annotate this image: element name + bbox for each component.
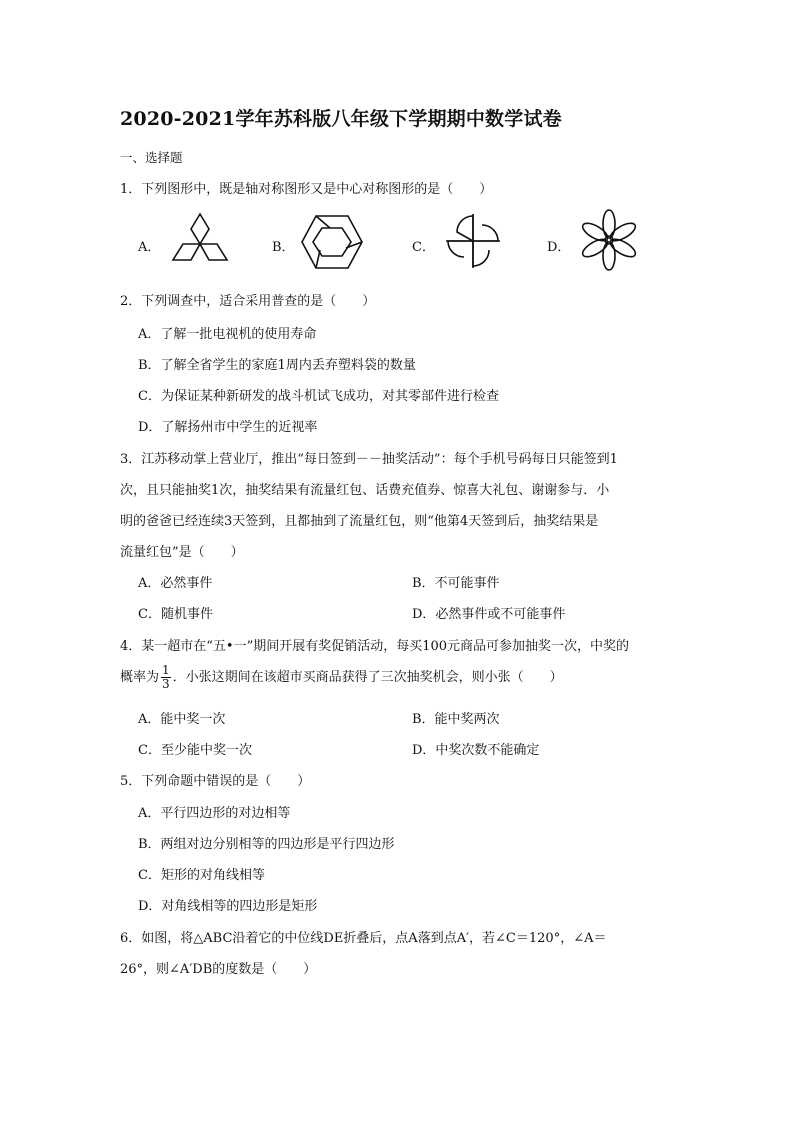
q2-option-c: C．为保证某种新研发的战斗机试飞成功，对其零部件进行检查 bbox=[138, 389, 499, 404]
three-rhombus-figure bbox=[165, 212, 235, 272]
q3-option-a: A．必然事件 bbox=[138, 576, 213, 591]
six-petal-flower-figure bbox=[576, 206, 642, 274]
q3-line-2: 次，且只能抽奖1次，抽奖结果有流量红包、话费充值券、惊喜大礼包、谢谢参与．小 bbox=[120, 483, 610, 498]
q3-line-1: 3．江苏移动掌上营业厅，推出“每日签到－－抽奖活动”：每个手机号码每日只能签到1 bbox=[120, 452, 618, 467]
q5-option-b: B．两组对边分别相等的四边形是平行四边形 bbox=[138, 837, 395, 852]
q5-option-a: A．平行四边形的对边相等 bbox=[138, 806, 291, 821]
q6-line-2: 26°，则∠A′DB的度数是（ ） bbox=[120, 962, 317, 977]
q4-option-d: D．中奖次数不能确定 bbox=[412, 743, 540, 758]
q1-label-a: A． bbox=[138, 240, 161, 255]
q1-label-c: C． bbox=[412, 240, 435, 255]
q5-stem: 5．下列命题中错误的是（ ） bbox=[120, 774, 311, 789]
q2-option-b: B．了解全省学生的家庭1周内丢弃塑料袋的数量 bbox=[138, 358, 416, 373]
pinwheel-figure bbox=[440, 208, 506, 274]
q2-option-a: A．了解一批电视机的使用寿命 bbox=[138, 327, 317, 342]
hexagon-recycle-figure bbox=[300, 212, 364, 272]
q3-option-b: B．不可能事件 bbox=[412, 576, 500, 591]
page-title: 2020-2021学年苏科版八年级下学期期中数学试卷 bbox=[120, 108, 562, 130]
q5-option-d: D．对角线相等的四边形是矩形 bbox=[138, 899, 318, 914]
q5-option-c: C．矩形的对角线相等 bbox=[138, 868, 265, 883]
q3-option-c: C．随机事件 bbox=[138, 607, 213, 622]
q1-label-b: B． bbox=[272, 240, 295, 255]
q4-line-2-suffix: ．小张这期间在该超市买商品获得了三次抽奖机会，则小张（ ） bbox=[172, 670, 563, 685]
q4-line-2-prefix: 概率为 bbox=[120, 670, 160, 685]
q4-option-b: B．能中奖两次 bbox=[412, 712, 500, 727]
q3-option-d: D．必然事件或不可能事件 bbox=[412, 607, 566, 622]
q4-option-c: C．至少能中奖一次 bbox=[138, 743, 252, 758]
q3-line-4: 流量红包”是（ ） bbox=[120, 545, 244, 560]
q1-stem: 1．下列图形中，既是轴对称图形又是中心对称图形的是（ ） bbox=[120, 182, 493, 197]
q6-line-1: 6．如图，将△ABC沿着它的中位线DE折叠后，点A落到点A′，若∠C＝120°，∠A＝ bbox=[120, 931, 607, 946]
fraction-denominator: 3 bbox=[162, 677, 170, 691]
q4-option-a: A．能中奖一次 bbox=[138, 712, 226, 727]
fraction-numerator: 1 bbox=[162, 663, 170, 677]
q4-line-2 bbox=[120, 664, 563, 691]
q3-line-3: 明的爸爸已经连续3天签到，且都抽到了流量红包，则“他第4天签到后，抽奖结果是 bbox=[120, 514, 599, 529]
section-heading: 一、选择题 bbox=[120, 150, 183, 165]
q1-label-d: D． bbox=[547, 240, 571, 255]
q4-line-1: 4．某一超市在“五•一”期间开展有奖促销活动，每买100元商品可参加抽奖一次，中奖的 bbox=[120, 639, 630, 654]
q2-option-d: D．了解扬州市中学生的近视率 bbox=[138, 420, 318, 435]
probability-fraction bbox=[161, 664, 171, 691]
q2-stem: 2．下列调查中，适合采用普查的是（ ） bbox=[120, 294, 376, 309]
